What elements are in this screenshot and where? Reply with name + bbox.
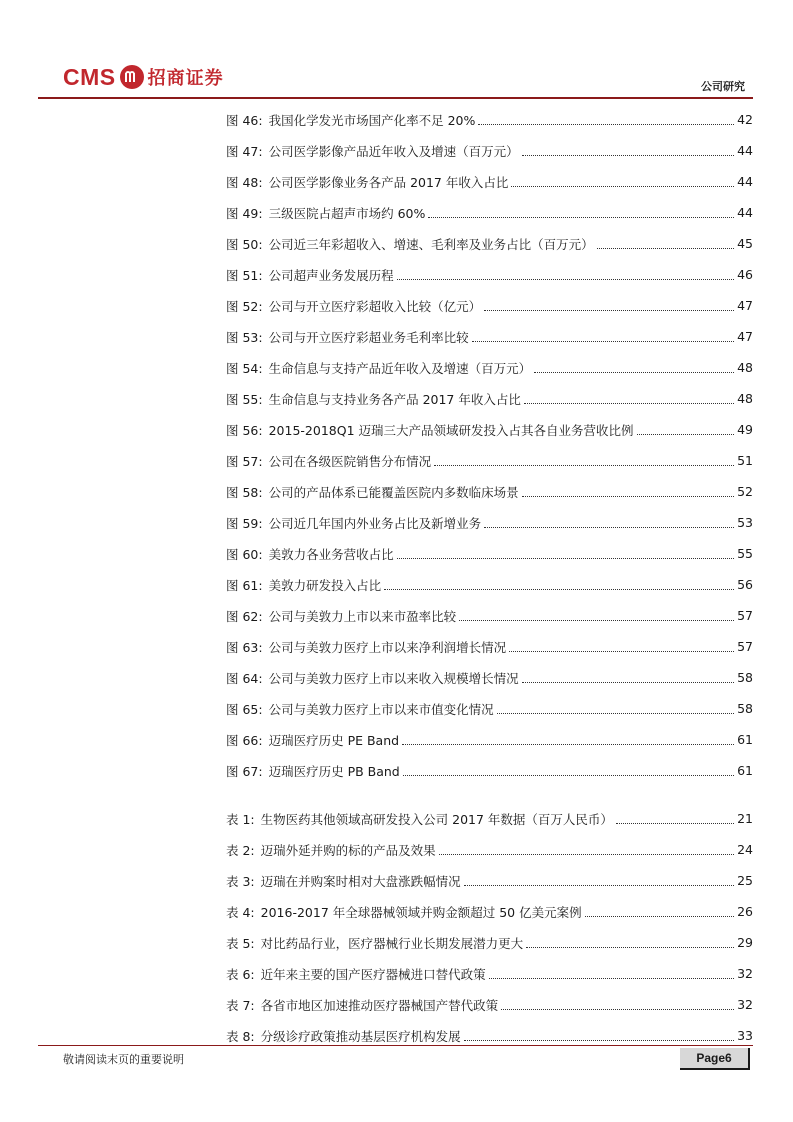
entry-title: 三级医院占超声市场约 60% [268, 205, 426, 221]
entry-page-number: 57 [737, 608, 753, 623]
entry-page-number: 48 [737, 391, 753, 406]
toc-table-entry[interactable] [226, 803, 753, 834]
dot-leader [511, 186, 734, 187]
entry-number: 表 2: [226, 842, 255, 858]
entry-number: 图 46: [226, 112, 263, 128]
entry-title: 公司在各级医院销售分布情况 [268, 453, 432, 469]
logo-chinese-name: 招商证券 [147, 68, 224, 89]
entry-number: 图 55: [226, 391, 263, 407]
entry-page-number: 52 [737, 484, 753, 499]
dot-leader [428, 217, 734, 218]
entry-title: 生命信息与支持产品近年收入及增速（百万元） [268, 360, 532, 376]
entry-page-number: 58 [737, 701, 753, 716]
toc-figure-entry[interactable] [226, 414, 753, 445]
entry-title: 公司与美敦力医疗上市以来市值变化情况 [268, 701, 494, 717]
toc-table-entry[interactable] [226, 958, 753, 989]
toc-table-entry[interactable] [226, 865, 753, 896]
dot-leader [472, 341, 734, 342]
entry-page-number: 44 [737, 205, 753, 220]
entry-title: 公司与美敦力医疗上市以来净利润增长情况 [268, 639, 507, 655]
entry-title: 迈瑞医疗历史 PB Band [268, 763, 400, 779]
dot-leader [402, 744, 734, 745]
entry-number: 图 57: [226, 453, 263, 469]
entry-page-number: 26 [737, 904, 753, 919]
entry-title: 公司医学影像业务各产品 2017 年收入占比 [268, 174, 509, 190]
entry-number: 图 66: [226, 732, 263, 748]
logo-text: CMS [63, 63, 116, 90]
dot-leader [464, 885, 734, 886]
toc-figure-entry[interactable] [226, 290, 753, 321]
entry-page-number: 58 [737, 670, 753, 685]
entry-number: 图 56: [226, 422, 263, 438]
entry-title: 对比药品行业，医疗器械行业长期发展潜力更大 [260, 935, 524, 951]
entry-number: 图 62: [226, 608, 263, 624]
toc-figure-entry[interactable] [226, 228, 753, 259]
entry-title: 分级诊疗政策推动基层医疗机构发展 [260, 1028, 461, 1044]
entry-number: 图 60: [226, 546, 263, 562]
entry-title: 2015-2018Q1 迈瑞三大产品领域研发投入占其各自业务营收比例 [268, 422, 634, 438]
dot-leader [484, 527, 734, 528]
entry-title: 公司与开立医疗彩超收入比较（亿元） [268, 298, 482, 314]
entry-page-number: 47 [737, 329, 753, 344]
entry-number: 表 1: [226, 811, 255, 827]
dot-leader [459, 620, 734, 621]
entry-page-number: 24 [737, 842, 753, 857]
dot-leader [397, 279, 734, 280]
dot-leader [585, 916, 734, 917]
entry-page-number: 45 [737, 236, 753, 251]
entry-page-number: 32 [737, 997, 753, 1012]
entry-title: 公司近三年彩超收入、增速、毛利率及业务占比（百万元） [268, 236, 594, 252]
entry-title: 迈瑞医疗历史 PE Band [268, 732, 400, 748]
entry-page-number: 21 [737, 811, 753, 826]
toc-figure-entry[interactable] [226, 662, 753, 693]
entry-page-number: 57 [737, 639, 753, 654]
dot-leader [497, 713, 734, 714]
dot-leader [526, 947, 734, 948]
dot-leader [489, 978, 734, 979]
entry-page-number: 51 [737, 453, 753, 468]
dot-leader [403, 775, 734, 776]
entry-number: 图 63: [226, 639, 263, 655]
toc-figure-entry[interactable] [226, 755, 753, 786]
entry-number: 表 6: [226, 966, 255, 982]
entry-number: 图 61: [226, 577, 263, 593]
footer-divider [38, 1045, 753, 1046]
toc-figure-entry[interactable] [226, 693, 753, 724]
entry-title: 公司近几年国内外业务占比及新增业务 [268, 515, 482, 531]
entry-page-number: 25 [737, 873, 753, 888]
dot-leader [434, 465, 734, 466]
entry-page-number: 53 [737, 515, 753, 530]
page-header [0, 0, 793, 100]
page-number-badge: Page6 [680, 1048, 750, 1070]
toc-table-entry[interactable] [226, 834, 753, 865]
entry-title: 各省市地区加速推动医疗器械国产替代政策 [260, 997, 499, 1013]
dot-leader [637, 434, 735, 435]
dot-leader [522, 682, 734, 683]
toc-figure-entry[interactable] [226, 631, 753, 662]
entry-number: 表 7: [226, 997, 255, 1013]
dot-leader [616, 823, 734, 824]
entry-page-number: 42 [737, 112, 753, 127]
entry-number: 表 3: [226, 873, 255, 889]
entry-page-number: 29 [737, 935, 753, 950]
toc-figure-entry[interactable] [226, 321, 753, 352]
entry-number: 图 53: [226, 329, 263, 345]
toc-figure-entry[interactable] [226, 724, 753, 755]
entry-number: 图 58: [226, 484, 263, 500]
entry-title: 迈瑞外延并购的标的产品及效果 [260, 842, 436, 858]
dot-leader [522, 155, 734, 156]
entry-title: 生物医药其他领域高研发投入公司 2017 年数据（百万人民币） [260, 811, 613, 827]
toc-figure-entry[interactable] [226, 135, 753, 166]
toc-figure-entry[interactable] [226, 600, 753, 631]
entry-number: 图 59: [226, 515, 263, 531]
entry-number: 图 67: [226, 763, 263, 779]
logo-emblem-icon [120, 65, 144, 89]
entry-title: 近年来主要的国产医疗器械进口替代政策 [260, 966, 486, 982]
dot-leader [464, 1040, 734, 1041]
dot-leader [384, 589, 734, 590]
dot-leader [484, 310, 734, 311]
toc-list [226, 104, 753, 1051]
entry-number: 表 5: [226, 935, 255, 951]
dot-leader [501, 1009, 734, 1010]
entry-number: 图 50: [226, 236, 263, 252]
section-gap [226, 786, 753, 803]
dot-leader [522, 496, 734, 497]
toc-figure-entry[interactable] [226, 445, 753, 476]
entry-title: 公司超声业务发展历程 [268, 267, 394, 283]
entry-title: 美敦力研发投入占比 [268, 577, 382, 593]
entry-page-number: 46 [737, 267, 753, 282]
entry-number: 图 49: [226, 205, 263, 221]
entry-title: 公司与开立医疗彩超业务毛利率比较 [268, 329, 469, 345]
entry-title: 公司与美敦力上市以来市盈率比较 [268, 608, 457, 624]
toc-figure-entry[interactable] [226, 383, 753, 414]
entry-page-number: 44 [737, 143, 753, 158]
toc-figure-entry[interactable] [226, 352, 753, 383]
entry-number: 图 52: [226, 298, 263, 314]
entry-title: 迈瑞在并购案时相对大盘涨跌幅情况 [260, 873, 461, 889]
entry-number: 图 54: [226, 360, 263, 376]
entry-page-number: 48 [737, 360, 753, 375]
entry-page-number: 61 [737, 732, 753, 747]
dot-leader [509, 651, 734, 652]
toc-figure-entry[interactable] [226, 197, 753, 228]
figure-list [226, 104, 753, 786]
dot-leader [439, 854, 734, 855]
entry-title: 我国化学发光市场国产化率不足 20% [268, 112, 476, 128]
entry-page-number: 56 [737, 577, 753, 592]
entry-title: 公司的产品体系已能覆盖医院内多数临床场景 [268, 484, 519, 500]
toc-table-entry[interactable] [226, 896, 753, 927]
toc-figure-entry[interactable] [226, 104, 753, 135]
toc-table-entry[interactable] [226, 989, 753, 1020]
entry-number: 图 47: [226, 143, 263, 159]
entry-page-number: 32 [737, 966, 753, 981]
entry-title: 公司与美敦力医疗上市以来收入规模增长情况 [268, 670, 519, 686]
toc-figure-entry[interactable] [226, 538, 753, 569]
entry-page-number: 61 [737, 763, 753, 778]
toc-figure-entry[interactable] [226, 166, 753, 197]
table-list [226, 803, 753, 1051]
entry-page-number: 49 [737, 422, 753, 437]
entry-title: 2016-2017 年全球器械领域并购金额超过 50 亿美元案例 [260, 904, 582, 920]
toc-figure-entry[interactable] [226, 569, 753, 600]
entry-number: 图 65: [226, 701, 263, 717]
section-label: 公司研究 [701, 80, 745, 93]
toc-figure-entry[interactable] [226, 507, 753, 538]
entry-title: 美敦力各业务营收占比 [268, 546, 394, 562]
entry-page-number: 55 [737, 546, 753, 561]
entry-page-number: 33 [737, 1028, 753, 1043]
footer-disclaimer: 敬请阅读末页的重要说明 [63, 1053, 184, 1066]
entry-number: 图 48: [226, 174, 263, 190]
entry-title: 公司医学影像产品近年收入及增速（百万元） [268, 143, 519, 159]
toc-table-entry[interactable] [226, 927, 753, 958]
dot-leader [397, 558, 734, 559]
dot-leader [524, 403, 734, 404]
entry-title: 生命信息与支持业务各产品 2017 年收入占比 [268, 391, 521, 407]
toc-figure-entry[interactable] [226, 259, 753, 290]
toc-figure-entry[interactable] [226, 476, 753, 507]
entry-number: 表 8: [226, 1028, 255, 1044]
entry-number: 图 64: [226, 670, 263, 686]
toc-table-entry[interactable] [226, 1020, 753, 1051]
header-divider [38, 97, 753, 99]
dot-leader [534, 372, 734, 373]
dot-leader [478, 124, 734, 125]
entry-page-number: 44 [737, 174, 753, 189]
entry-page-number: 47 [737, 298, 753, 313]
dot-leader [597, 248, 734, 249]
entry-number: 图 51: [226, 267, 263, 283]
company-logo [63, 62, 224, 92]
entry-number: 表 4: [226, 904, 255, 920]
